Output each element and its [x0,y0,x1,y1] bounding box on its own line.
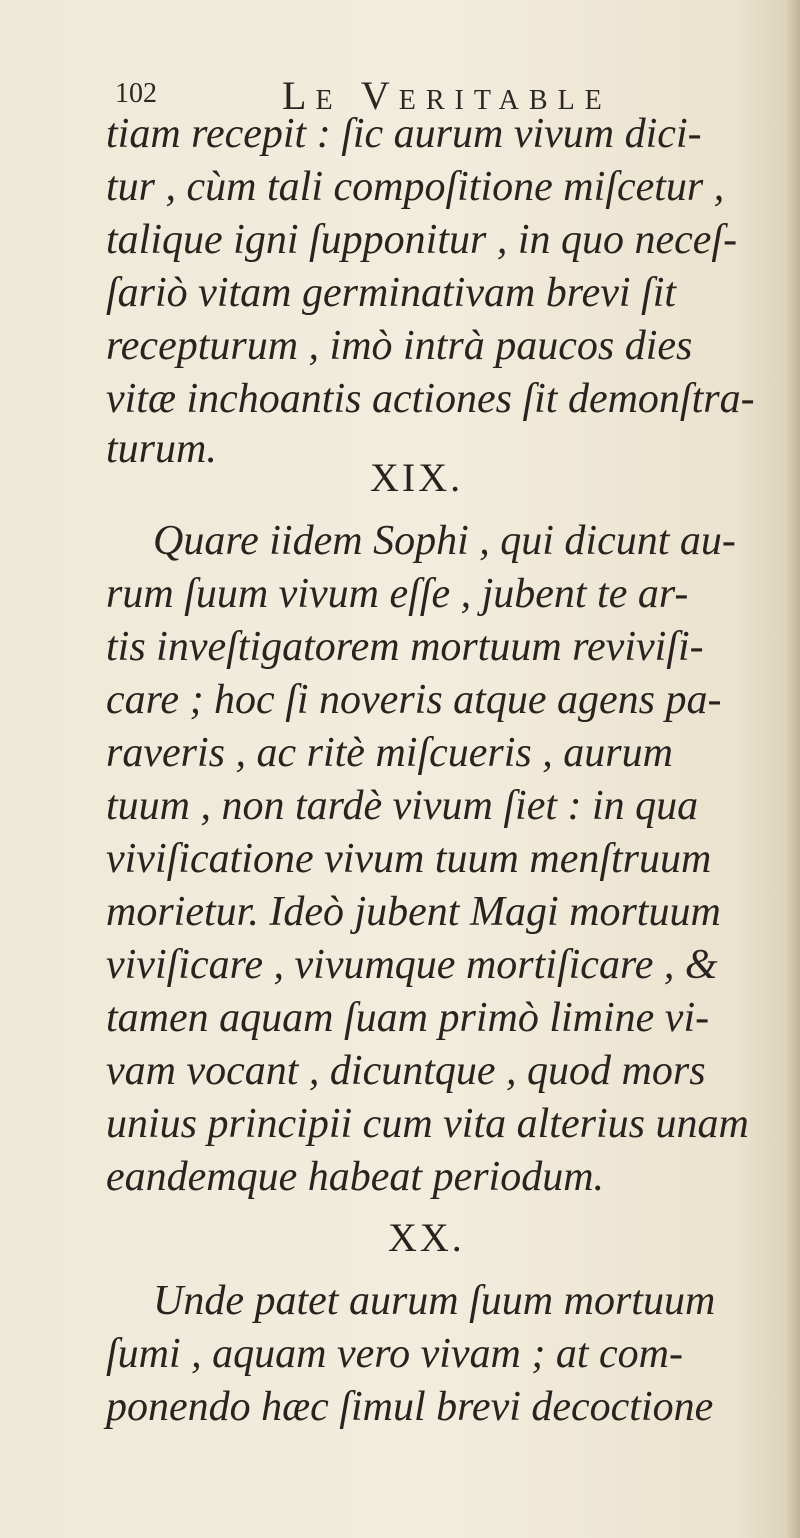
text-line: tur , cùm tali compoſitione miſcetur , [106,164,725,210]
text-line: tamen aquam ſuam primò limine vi- [106,995,710,1041]
text-line: turum. [106,426,217,472]
text-line: care ; hoc ſi noveris atque agens pa- [106,677,722,723]
text-line: Quare iidem Sophi , qui dicunt au- [153,518,736,564]
text-line: vitæ inchoantis actiones ſit demonſtra- [106,376,755,422]
section-number-xix: XIX. [370,455,464,500]
text-line: morietur. Ideò jubent Magi mortuum [106,889,721,935]
text-line: Unde patet aurum ſuum mortuum [153,1278,716,1324]
text-line: vam vocant , dicuntque , quod mors [106,1048,706,1094]
running-title-rest: ERITABLE [398,85,612,116]
text-line: unius principii cum vita alterius unam [106,1101,749,1147]
running-title-initial-2: V [360,73,399,118]
text-line: tuum , non tardè vivum ſiet : in qua [106,783,699,829]
text-line: talique igni ſupponitur , in quo neceſ- [106,217,738,263]
text-line: tis inveſtigatorem mortuum reviviſi- [106,624,704,670]
text-line: eandemque habeat periodum. [106,1154,605,1200]
running-title-small: E [315,85,343,116]
text-line: viviſicatione vivum tuum menſtruum [106,836,712,882]
page-edge-shadow [786,0,800,1538]
text-line: viviſicare , vivumque mortiſicare , & [106,942,718,988]
text-line: ſumi , aquam vero vivam ; at com- [106,1331,683,1377]
text-line: raveris , ac ritè miſcueris , aurum [106,730,673,776]
text-line: rum ſuum vivum eſſe , jubent te ar- [106,571,689,617]
page-number: 102 [115,78,157,109]
text-line: recepturum , imò intrà paucos dies [106,323,693,369]
section-number-xx: XX. [388,1215,465,1260]
text-line: ſariò vitam germinativam brevi ſit [106,270,677,316]
running-title-initial: L [282,73,316,118]
text-line: tiam recepit : ſic aurum vivum dici- [106,111,702,157]
text-line: ponendo hæc ſimul brevi decoctione [106,1384,714,1430]
